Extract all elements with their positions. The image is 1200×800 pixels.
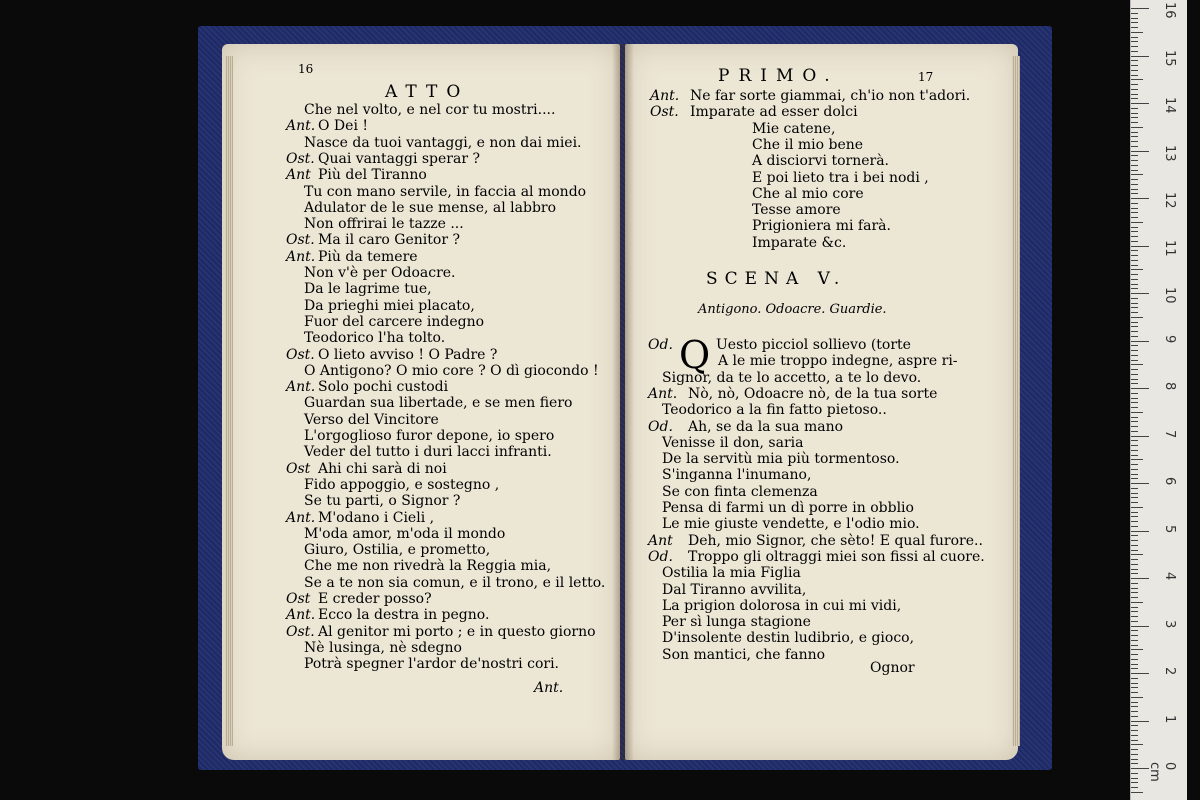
ruler-tick [1131,730,1138,731]
text-line: Son mantici, che fanno [662,646,826,663]
text-line: S'inganna l'inumano, [662,467,812,484]
text-line: Solo pochi custodi [318,379,449,396]
ruler-tick [1131,407,1138,408]
speaker-label: Ost [286,460,311,477]
ruler-tick [1131,360,1138,361]
ruler-tick [1131,94,1138,95]
ruler-tick [1131,402,1138,403]
ruler-tick [1131,535,1138,536]
ruler-tick [1131,450,1138,451]
ruler-tick [1131,526,1138,527]
ruler-tick [1131,79,1143,80]
speaker-label: Ant. [286,607,316,624]
right-page-number: 17 [918,70,934,84]
ruler-tick [1131,602,1143,603]
text-line: Ahi chi sarà di noi [318,460,447,477]
left-page-edge [225,56,233,746]
ruler-tick [1131,512,1138,513]
speaker-label: Ant. [286,248,316,265]
text-line: Fido appoggio, e sostegno , [304,476,500,493]
text-line: Nò, nò, Odoacre nò, de la tua sorte [688,385,938,402]
ruler-tick [1131,417,1138,418]
ruler-tick [1131,117,1138,118]
ruler-tick [1131,493,1138,494]
ruler-tick [1131,170,1138,171]
ruler-tick [1131,184,1138,185]
ruler-tick [1131,208,1138,209]
ruler-tick [1131,265,1138,266]
ruler-tick [1131,98,1138,99]
ruler-tick [1131,122,1138,123]
ruler-label: 2 [1162,667,1177,676]
ruler-tick [1131,393,1138,394]
ruler-tick [1131,735,1138,736]
text-line: Verso del Vincitore [304,411,439,428]
ruler-tick [1131,569,1138,570]
left-catchword: Ant. [534,680,564,696]
text-line: Nè lusinga, nè sdegno [304,639,462,656]
ruler-tick [1131,744,1143,745]
ruler-tick [1131,721,1149,722]
ruler-tick [1131,754,1138,755]
ruler-tick [1131,22,1138,23]
ruler-tick [1131,412,1143,413]
ruler-tick [1131,792,1143,793]
ruler-label: 16 [1162,2,1177,19]
ruler-tick [1131,436,1149,437]
ruler-tick [1131,155,1138,156]
ruler-tick [1131,673,1149,674]
text-line: Troppo gli oltraggi miei son fissi al cuore. [688,548,985,565]
left-page-number: 16 [298,62,314,76]
text-line: Fuor del carcere indegno [304,313,485,330]
ruler-tick [1131,564,1138,565]
ruler-tick [1131,626,1149,627]
speaker-label: Ant. [650,88,680,104]
text-line: Ostilia la mia Figlia [662,565,801,582]
left-running-head: ATTO [385,82,470,102]
ruler-tick [1131,279,1138,280]
ruler-tick [1131,18,1138,19]
speaker-label: Ost. [650,104,679,121]
ruler-tick [1131,664,1138,665]
text-line: La prigion dolorosa in cui mi vidi, [662,597,902,614]
ruler-tick [1131,583,1138,584]
ruler-tick [1131,459,1143,460]
ruler-tick [1131,545,1138,546]
ruler-tick [1131,654,1138,655]
text-line: Da prieghi miei placato, [304,297,475,314]
ruler-tick [1131,189,1138,190]
speaker-label: Ost. [286,346,315,363]
text-line: Giuro, Ostilia, e prometto, [304,542,491,559]
ruler-tick [1131,41,1138,42]
ruler-label: 13 [1162,144,1177,162]
text-line: Mie catene, [752,120,836,137]
ruler-tick [1131,607,1138,608]
text-line: Per sì lunga stagione [662,614,811,631]
ruler-label: 6 [1162,477,1177,486]
ruler-tick [1131,573,1138,574]
ruler-tick [1131,350,1138,351]
ruler-tick [1131,502,1138,503]
ruler-tick [1131,27,1138,28]
text-line: Imparate ad esser dolci [690,104,858,121]
ruler-tick [1131,113,1138,114]
text-line: M'oda amor, m'oda il mondo [304,525,506,542]
ruler-tick [1131,592,1138,593]
text-line: A le mie troppo indegne, aspre ri- [718,353,958,370]
ruler-tick [1131,440,1138,441]
text-line: Teodorico l'ha tolto. [304,330,446,347]
scene-title: SCENA V. [706,269,847,289]
ruler-tick [1131,374,1138,375]
ruler-tick [1131,227,1138,228]
ruler-tick [1131,274,1138,275]
ruler-tick [1131,540,1138,541]
ruler-tick [1131,445,1138,446]
ruler-tick [1131,203,1138,204]
text-line: Ah, se da la sua mano [688,418,844,435]
text-line: Adulator de le sue mense, al labbro [304,199,557,216]
text-line: Pensa di farmi un dì porre in obblio [662,500,914,516]
speaker-label: Od. [648,418,673,435]
ruler-tick [1131,193,1138,194]
ruler-tick [1131,455,1138,456]
ruler-tick [1131,649,1143,650]
ruler-tick [1131,364,1143,365]
ruler-tick [1131,787,1138,788]
speaker-label: Ost. [286,623,315,640]
text-line: Se a te non sia comun, e il trono, e il letto. [304,574,606,591]
ruler-tick [1131,588,1138,589]
speaker-label: Ost. [286,232,315,249]
text-line: O Antigono? O mio core ? O dì giocondo ! [304,362,599,379]
ruler-tick [1131,697,1143,698]
text-line: E poi lieto tra i bei nodi , [752,169,929,186]
ruler-tick [1131,659,1138,660]
text-line: Ma il caro Genitor ? [318,232,460,249]
ruler-tick [1131,559,1138,560]
text-line: De la servitù mia più tormentoso. [662,451,900,468]
text-line: E creder posso? [318,591,432,607]
ruler-tick [1131,217,1138,218]
text-line: Non offrirai le tazze ... [304,216,464,233]
ruler-tick [1131,108,1138,109]
speaker-label: Ant. [286,379,316,396]
ruler-tick [1131,630,1138,631]
ruler-tick [1131,336,1138,337]
text-line: Che il mio bene [752,136,864,153]
ruler-tick [1131,516,1138,517]
ruler-tick [1131,759,1138,760]
ruler-tick [1131,141,1138,142]
ruler-tick [1131,597,1138,598]
text-line: Da le lagrime tue, [304,281,432,298]
speaker-label: Od. [648,548,673,565]
ruler-tick [1131,174,1143,175]
ruler-tick [1131,341,1149,342]
ruler-tick [1131,307,1138,308]
ruler-tick [1131,84,1138,85]
text-line: Venisse il don, saria [662,434,804,451]
ruler-tick [1131,507,1143,508]
ruler-tick [1131,426,1138,427]
speaker-label: Ant [286,167,311,184]
ruler-tick [1131,136,1138,137]
ruler-tick [1131,236,1138,237]
text-line: Che al mio core [752,185,864,202]
ruler-tick [1131,345,1138,346]
text-line: Teodorico a la fin fatto pietoso.. [662,402,887,419]
ruler-label: 7 [1162,429,1177,438]
text-line: O Dei ! [318,118,368,135]
ruler-tick [1131,483,1149,484]
speaker-label: Ost [286,591,311,607]
ruler-tick [1131,326,1138,327]
ruler-tick [1131,369,1138,370]
ruler-tick [1131,763,1138,764]
text-line: Se con finta clemenza [662,483,818,500]
ruler-tick [1131,554,1143,555]
ruler-tick [1131,269,1143,270]
ruler-tick [1131,260,1138,261]
ruler-tick [1131,692,1138,693]
ruler-tick [1131,151,1149,152]
speaker-label: Ant. [286,509,316,526]
text-line: Al genitor mi porto ; e in questo giorno [318,623,596,640]
ruler-tick [1131,179,1138,180]
text-line: Che nel volto, e nel cor tu mostri.... [304,102,556,118]
ruler-tick [1131,8,1149,9]
text-line: Non v'è per Odoacre. [304,265,456,281]
ruler-tick [1131,60,1138,61]
ruler-tick [1131,645,1138,646]
text-line: Tu con mano servile, in faccia al mondo [304,183,587,200]
ruler-tick [1131,198,1149,199]
ruler-tick [1131,160,1138,161]
ruler-tick [1131,464,1138,465]
scene-cast: Antigono. Odoacre. Guardie. [698,302,887,317]
ruler-tick [1131,683,1138,684]
text-line: Nasce da tuoi vantaggi, e non dai miei. [304,134,582,151]
ruler-tick [1131,383,1138,384]
book-gutter [612,44,634,760]
ruler-label: 8 [1162,382,1177,391]
ruler-tick [1131,611,1138,612]
text-line: Ecco la destra in pegno. [318,607,490,624]
ruler-tick [1131,678,1138,679]
text-line: Ne far sorte giammai, ch'io non t'adori. [690,88,971,104]
speaker-label: Ant [648,532,673,549]
ruler-tick [1131,127,1143,128]
ruler-tick [1131,578,1149,579]
text-line: Prigioniera mi farà. [752,218,891,235]
ruler-tick [1131,132,1138,133]
text-line: Le mie giuste vendette, e l'odio mio. [662,516,920,533]
ruler-tick [1131,212,1138,213]
ruler-label: 4 [1162,572,1177,581]
ruler-tick [1131,469,1138,470]
ruler-tick [1131,431,1138,432]
ruler-tick [1131,89,1138,90]
text-line: Veder del tutto i duri lacci infranti. [304,444,552,461]
ruler-tick [1131,298,1138,299]
ruler-tick [1131,706,1138,707]
ruler-tick [1131,255,1138,256]
ruler-label: 5 [1162,524,1177,533]
text-line: L'orgoglioso furor depone, io spero [304,428,555,444]
ruler-label: 11 [1162,239,1177,257]
ruler-tick [1131,288,1138,289]
drop-cap: Q [679,333,711,377]
ruler-tick [1131,51,1138,52]
ruler-tick [1131,521,1138,522]
ruler-tick [1131,773,1138,774]
ruler-tick [1131,355,1138,356]
text-line: Se tu parti, o Signor ? [304,493,461,510]
ruler-tick [1131,716,1138,717]
ruler-tick [1131,782,1138,783]
text-line: Più da temere [318,248,418,265]
ruler-label: 9 [1162,334,1177,343]
ruler-tick [1131,478,1138,479]
ruler-label: 0 cm [1147,762,1177,782]
ruler-tick [1131,103,1149,104]
text-line: Guardan sua libertade, e se men fiero [304,395,573,412]
text-line: Imparate &c. [752,234,847,251]
ruler-tick [1131,474,1138,475]
text-line: Deh, mio Signor, che sèto! E qual furore.. [688,532,983,549]
speaker-label: Ant. [286,118,316,135]
text-line: M'odano i Cieli , [318,509,435,526]
ruler-tick [1131,725,1138,726]
ruler-tick [1131,379,1138,380]
text-line: Dal Tiranno avvilita, [662,581,807,598]
ruler-tick [1131,46,1138,47]
text-line: Signor, da te lo accetto, a te lo devo. [662,369,922,386]
ruler-tick [1131,331,1138,332]
ruler-tick [1131,317,1143,318]
ruler-tick [1131,749,1138,750]
ruler-tick [1131,312,1138,313]
speaker-label: Ant. [648,385,678,402]
ruler-tick [1131,421,1138,422]
right-catchword: Ognor [870,660,915,676]
ruler-tick [1131,778,1138,779]
ruler-tick [1131,284,1138,285]
ruler-label: 14 [1162,97,1177,114]
ruler-tick [1131,241,1138,242]
ruler-tick [1131,250,1138,251]
text-line: D'insolente destin ludibrio, e gioco, [662,630,915,647]
ruler-tick [1131,303,1138,304]
ruler-tick [1131,497,1138,498]
text-line: A disciorvi tornerà. [752,153,889,170]
ruler-tick [1131,146,1138,147]
ruler-tick [1131,640,1138,641]
speaker-label: Od. [648,337,673,353]
ruler-tick [1131,65,1138,66]
ruler-tick [1131,550,1138,551]
ruler-tick [1131,687,1138,688]
ruler-tick [1131,32,1143,33]
text-line: Che me non rivedrà la Reggia mia, [304,558,552,575]
text-line: Più del Tiranno [318,167,427,184]
ruler-label: 10 [1162,287,1177,304]
ruler-label: 3 [1162,619,1177,628]
speaker-label: Ost. [286,150,315,167]
ruler-tick [1131,740,1138,741]
text-line: O lieto avviso ! O Padre ? [318,346,498,363]
ruler-tick [1131,621,1138,622]
text-line: Potrà spegner l'ardor de'nostri cori. [304,656,559,673]
ruler-tick [1131,702,1138,703]
ruler-tick [1131,388,1149,389]
text-line: Tesse amore [752,202,841,219]
ruler-label: 1 [1162,714,1177,723]
ruler-tick [1131,531,1149,532]
ruler-label: 12 [1162,192,1177,209]
right-running-head: PRIMO. [718,66,839,86]
ruler-tick [1131,616,1138,617]
ruler-label: 15 [1162,49,1177,67]
right-page-edge [1012,56,1020,746]
ruler-tick [1131,70,1138,71]
text-line: Uesto picciol sollievo (torte [716,337,911,353]
ruler-tick [1131,37,1138,38]
ruler-tick [1131,322,1138,323]
ruler-tick [1131,75,1138,76]
ruler-tick [1131,231,1138,232]
ruler-tick [1131,222,1143,223]
ruler-tick [1131,668,1138,669]
ruler-tick [1131,56,1149,57]
ruler-tick [1131,488,1138,489]
ruler-tick [1131,711,1138,712]
ruler-tick [1131,293,1149,294]
ruler-tick [1131,13,1138,14]
ruler-tick [1131,398,1138,399]
ruler-tick [1131,635,1138,636]
measuring-ruler [1130,0,1187,800]
ruler-tick [1131,246,1149,247]
text-line: Quai vantaggi sperar ? [318,150,480,167]
ruler-tick [1131,165,1138,166]
